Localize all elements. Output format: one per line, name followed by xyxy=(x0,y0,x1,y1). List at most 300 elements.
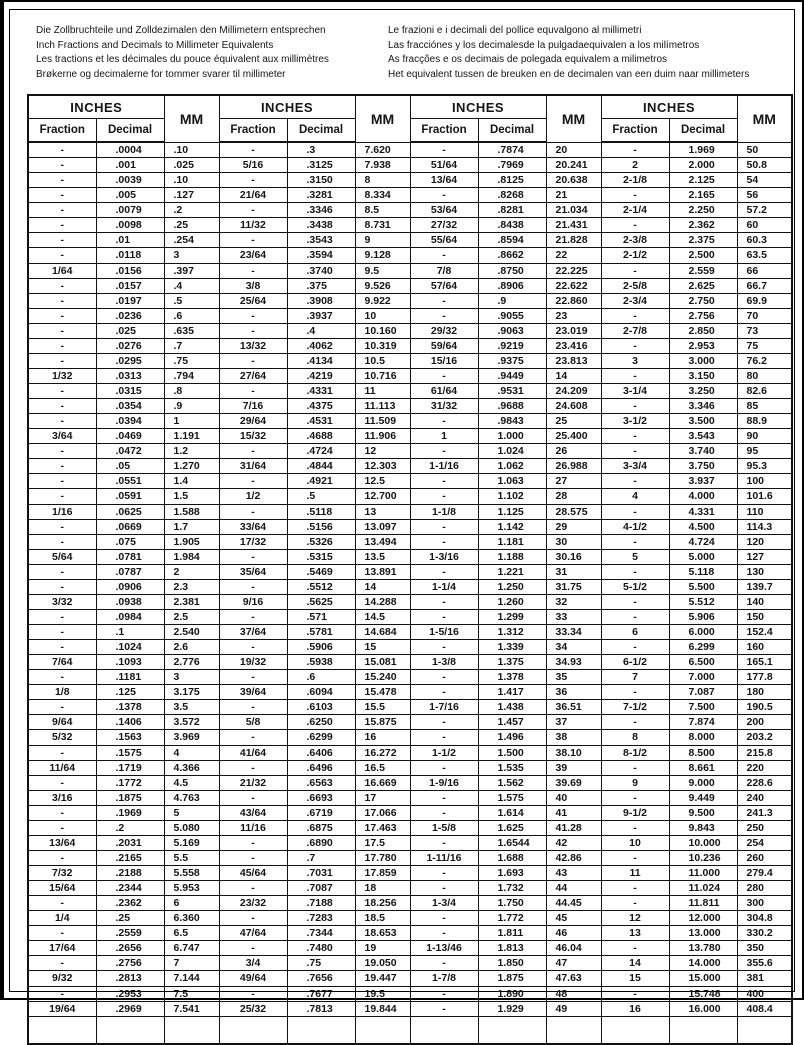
fraction-cell: 3-3/4 xyxy=(601,459,669,474)
decimal-cell: 6.299 xyxy=(669,640,737,655)
fraction-cell: - xyxy=(601,640,669,655)
table-header xyxy=(28,95,792,142)
decimal-cell: 8.500 xyxy=(669,745,737,760)
decimal-cell: .4134 xyxy=(287,353,355,368)
decimal-cell: .6103 xyxy=(287,700,355,715)
mm-cell: 47 xyxy=(546,956,601,971)
mm-cell: 300 xyxy=(737,896,792,911)
decimal-cell: .1024 xyxy=(96,640,164,655)
fraction-cell: - xyxy=(410,564,478,579)
fraction-cell: - xyxy=(410,835,478,850)
mm-cell: 7.938 xyxy=(355,158,410,173)
fraction-cell: - xyxy=(28,534,96,549)
decimal-cell: .6406 xyxy=(287,745,355,760)
mm-cell: 24.608 xyxy=(546,399,601,414)
mm-cell: 95.3 xyxy=(737,459,792,474)
fraction-cell: - xyxy=(219,173,287,188)
mm-cell: 88.9 xyxy=(737,414,792,429)
mm-cell: 18.653 xyxy=(355,926,410,941)
fraction-cell: - xyxy=(28,579,96,594)
fraction-cell: 11 xyxy=(601,866,669,881)
fraction-cell: 7-1/2 xyxy=(601,700,669,715)
fraction-cell: - xyxy=(219,700,287,715)
decimal-cell: 3.750 xyxy=(669,459,737,474)
mm-cell: 16 xyxy=(355,730,410,745)
mm-cell: 75 xyxy=(737,338,792,353)
decimal-cell: .0118 xyxy=(96,248,164,263)
intro-text-left xyxy=(36,24,329,82)
fraction-cell: 1-3/4 xyxy=(410,896,478,911)
decimal-cell: .1875 xyxy=(96,790,164,805)
fraction-cell: - xyxy=(410,640,478,655)
intro-text-right xyxy=(388,24,749,82)
blank-cell xyxy=(669,1016,737,1044)
mm-cell: 3 xyxy=(164,670,219,685)
mm-cell: 19.447 xyxy=(355,971,410,986)
fraction-cell: 45/64 xyxy=(219,866,287,881)
decimal-cell: 4.724 xyxy=(669,534,737,549)
decimal-cell: 14.000 xyxy=(669,956,737,971)
decimal-cell: 1.811 xyxy=(478,926,546,941)
mm-cell: 16.669 xyxy=(355,775,410,790)
decimal-cell: .3543 xyxy=(287,233,355,248)
mm-cell: 2.5 xyxy=(164,609,219,624)
fraction-cell: 53/64 xyxy=(410,203,478,218)
fraction-cell: 3 xyxy=(601,353,669,368)
decimal-cell: 12.000 xyxy=(669,911,737,926)
mm-cell: 110 xyxy=(737,504,792,519)
fraction-cell: 1/8 xyxy=(28,685,96,700)
decimal-cell: .9055 xyxy=(478,308,546,323)
mm-cell: 37 xyxy=(546,715,601,730)
table-row xyxy=(28,323,792,338)
fraction-cell: - xyxy=(219,384,287,399)
mm-cell: 18 xyxy=(355,881,410,896)
table-row xyxy=(28,655,792,670)
decimal-cell: .4331 xyxy=(287,384,355,399)
fraction-cell: - xyxy=(601,338,669,353)
mm-cell: 408.4 xyxy=(737,1001,792,1016)
decimal-cell: 9.000 xyxy=(669,775,737,790)
decimal-cell: 3.250 xyxy=(669,384,737,399)
fraction-cell: - xyxy=(28,609,96,624)
mm-cell: 34.93 xyxy=(546,655,601,670)
decimal-cell: .6250 xyxy=(287,715,355,730)
decimal-cell: 5.512 xyxy=(669,594,737,609)
mm-cell: 165.1 xyxy=(737,655,792,670)
fraction-cell: 1-7/8 xyxy=(410,971,478,986)
mm-cell: .794 xyxy=(164,368,219,383)
mm-cell: 5.080 xyxy=(164,820,219,835)
fraction-cell: 31/64 xyxy=(219,459,287,474)
mm-cell: 4.5 xyxy=(164,775,219,790)
fraction-cell: - xyxy=(28,625,96,640)
decimal-cell: 5.500 xyxy=(669,579,737,594)
mm-cell: 36 xyxy=(546,685,601,700)
mm-cell: 30 xyxy=(546,534,601,549)
decimal-cell: .01 xyxy=(96,233,164,248)
decimal-cell: .0469 xyxy=(96,429,164,444)
fraction-cell: - xyxy=(601,941,669,956)
mm-cell: 42.86 xyxy=(546,850,601,865)
mm-cell: 10 xyxy=(355,308,410,323)
mm-cell: 4 xyxy=(164,745,219,760)
decimal-cell: 4.000 xyxy=(669,489,737,504)
table-row xyxy=(28,640,792,655)
fraction-cell: - xyxy=(410,986,478,1001)
mm-cell: .2 xyxy=(164,203,219,218)
fraction-cell: - xyxy=(410,866,478,881)
fraction-cell: - xyxy=(410,760,478,775)
decimal-cell: .5156 xyxy=(287,519,355,534)
mm-cell: 17.463 xyxy=(355,820,410,835)
decimal-cell: 2.559 xyxy=(669,263,737,278)
fraction-cell: - xyxy=(28,188,96,203)
mm-cell: 45 xyxy=(546,911,601,926)
mm-cell: 1.191 xyxy=(164,429,219,444)
fraction-cell: 1-5/8 xyxy=(410,820,478,835)
fraction-cell: - xyxy=(601,218,669,233)
fraction-cell: - xyxy=(28,519,96,534)
table-row xyxy=(28,760,792,775)
table-row xyxy=(28,549,792,564)
decimal-cell: 8.661 xyxy=(669,760,737,775)
decimal-cell: 10.000 xyxy=(669,835,737,850)
mm-cell: 177.8 xyxy=(737,670,792,685)
fraction-cell: 1 xyxy=(410,429,478,444)
fraction-cell: - xyxy=(601,896,669,911)
fraction-cell: - xyxy=(28,338,96,353)
table-row xyxy=(28,609,792,624)
table-row xyxy=(28,881,792,896)
mm-cell: 43 xyxy=(546,866,601,881)
fraction-cell: 4-1/2 xyxy=(601,519,669,534)
mm-cell: 26.988 xyxy=(546,459,601,474)
fraction-cell: - xyxy=(28,820,96,835)
fraction-cell: - xyxy=(28,459,96,474)
mm-cell: 19.5 xyxy=(355,986,410,1001)
decimal-cell: 1.062 xyxy=(478,459,546,474)
decimal-cell: 3.150 xyxy=(669,368,737,383)
fraction-cell: 23/64 xyxy=(219,248,287,263)
decimal-cell: .2813 xyxy=(96,971,164,986)
decimal-cell: .0591 xyxy=(96,489,164,504)
table-row xyxy=(28,444,792,459)
table-row xyxy=(28,850,792,865)
decimal-cell: .7031 xyxy=(287,866,355,881)
intro-line-german: Die Zollbruchteile und Zolldezimalen den Millimetern entsprechen xyxy=(36,25,326,36)
mm-cell: 63.5 xyxy=(737,248,792,263)
mm-header: MM xyxy=(546,95,601,142)
fraction-cell: 2-7/8 xyxy=(601,323,669,338)
decimal-cell: .6 xyxy=(287,670,355,685)
mm-cell: 355.6 xyxy=(737,956,792,971)
fraction-cell: 1-13/46 xyxy=(410,941,478,956)
mm-cell: 240 xyxy=(737,790,792,805)
mm-cell: 39.69 xyxy=(546,775,601,790)
decimal-cell: 2.756 xyxy=(669,308,737,323)
mm-cell: 12 xyxy=(355,444,410,459)
fraction-cell: - xyxy=(410,670,478,685)
mm-cell: 7.144 xyxy=(164,971,219,986)
table-row xyxy=(28,564,792,579)
decimal-header: Decimal xyxy=(96,119,164,143)
decimal-cell: .5625 xyxy=(287,594,355,609)
mm-cell: 24.209 xyxy=(546,384,601,399)
decimal-cell: .3125 xyxy=(287,158,355,173)
mm-cell: .9 xyxy=(164,399,219,414)
decimal-cell: .7 xyxy=(287,850,355,865)
fraction-cell: - xyxy=(410,926,478,941)
decimal-cell: 2.125 xyxy=(669,173,737,188)
decimal-cell: 7.000 xyxy=(669,670,737,685)
fraction-cell: - xyxy=(601,986,669,1001)
mm-cell: 2.381 xyxy=(164,594,219,609)
fraction-cell: 57/64 xyxy=(410,278,478,293)
mm-cell: 25 xyxy=(546,414,601,429)
decimal-cell: 2.625 xyxy=(669,278,737,293)
fraction-cell: - xyxy=(28,700,96,715)
mm-cell: 69.9 xyxy=(737,293,792,308)
decimal-cell: 1.102 xyxy=(478,489,546,504)
decimal-cell: .2656 xyxy=(96,941,164,956)
decimal-cell: 11.000 xyxy=(669,866,737,881)
mm-cell: 26 xyxy=(546,444,601,459)
fraction-cell: 51/64 xyxy=(410,158,478,173)
mm-cell: 23.416 xyxy=(546,338,601,353)
fraction-cell: 3/32 xyxy=(28,594,96,609)
mm-cell: .8 xyxy=(164,384,219,399)
fraction-cell: - xyxy=(219,835,287,850)
fraction-cell: - xyxy=(219,790,287,805)
decimal-cell: 2.362 xyxy=(669,218,737,233)
fraction-cell: 2-3/8 xyxy=(601,233,669,248)
mm-cell: 101.6 xyxy=(737,489,792,504)
mm-cell: 15.5 xyxy=(355,700,410,715)
blank-cell xyxy=(219,1016,287,1044)
mm-cell: 42 xyxy=(546,835,601,850)
table-row xyxy=(28,579,792,594)
decimal-cell: .0236 xyxy=(96,308,164,323)
mm-cell: 15 xyxy=(355,640,410,655)
decimal-cell: .8750 xyxy=(478,263,546,278)
mm-cell: 18.256 xyxy=(355,896,410,911)
fraction-cell: 39/64 xyxy=(219,685,287,700)
table-row xyxy=(28,263,792,278)
fraction-cell: - xyxy=(28,142,96,158)
mm-cell: 5 xyxy=(164,805,219,820)
inches-header: INCHES xyxy=(410,95,546,119)
fraction-cell: 2 xyxy=(601,158,669,173)
table-row xyxy=(28,835,792,850)
fraction-cell: 14 xyxy=(601,956,669,971)
fraction-cell: - xyxy=(28,564,96,579)
mm-cell: .127 xyxy=(164,188,219,203)
mm-cell: 66.7 xyxy=(737,278,792,293)
decimal-cell: 7.087 xyxy=(669,685,737,700)
fraction-cell: 15/64 xyxy=(28,881,96,896)
table-row xyxy=(28,218,792,233)
mm-cell: 6.360 xyxy=(164,911,219,926)
table-row xyxy=(28,971,792,986)
decimal-cell: 1.496 xyxy=(478,730,546,745)
mm-cell: 11 xyxy=(355,384,410,399)
table-row xyxy=(28,278,792,293)
mm-cell: 228.6 xyxy=(737,775,792,790)
decimal-cell: .1406 xyxy=(96,715,164,730)
decimal-cell: .0906 xyxy=(96,579,164,594)
table-row xyxy=(28,293,792,308)
fraction-cell: 25/32 xyxy=(219,1001,287,1016)
decimal-cell: .2953 xyxy=(96,986,164,1001)
decimal-cell: 2.165 xyxy=(669,188,737,203)
mm-cell: .025 xyxy=(164,158,219,173)
fraction-cell: 5/32 xyxy=(28,730,96,745)
table-row xyxy=(28,685,792,700)
decimal-cell: .6693 xyxy=(287,790,355,805)
fraction-cell: 15 xyxy=(601,971,669,986)
fraction-cell: - xyxy=(410,534,478,549)
mm-cell: 33.34 xyxy=(546,625,601,640)
mm-cell: 7.541 xyxy=(164,1001,219,1016)
mm-cell: 14.684 xyxy=(355,625,410,640)
blank-cell xyxy=(737,1016,792,1044)
decimal-cell: 1.299 xyxy=(478,609,546,624)
table-row xyxy=(28,911,792,926)
mm-cell: 3.5 xyxy=(164,700,219,715)
fraction-cell: 2-1/2 xyxy=(601,248,669,263)
fraction-cell: - xyxy=(219,881,287,896)
fraction-cell: - xyxy=(28,173,96,188)
decimal-cell: .8438 xyxy=(478,218,546,233)
fraction-cell: - xyxy=(28,670,96,685)
mm-cell: 31 xyxy=(546,564,601,579)
mm-cell: 10.160 xyxy=(355,323,410,338)
decimal-cell: 13.000 xyxy=(669,926,737,941)
intro-line-dutch: Het equivalent tussen de breuken en de decimalen van een duim naar millimeters xyxy=(388,68,750,80)
fraction-header: Fraction xyxy=(601,119,669,143)
decimal-cell: .8662 xyxy=(478,248,546,263)
mm-cell: 114.3 xyxy=(737,519,792,534)
mm-cell: 9.128 xyxy=(355,248,410,263)
decimal-cell: .3281 xyxy=(287,188,355,203)
fraction-cell: - xyxy=(601,534,669,549)
mm-cell: 10.319 xyxy=(355,338,410,353)
fraction-cell: 3/64 xyxy=(28,429,96,444)
fraction-cell: 3-1/2 xyxy=(601,414,669,429)
mm-cell: 17.780 xyxy=(355,850,410,865)
decimal-cell: .0157 xyxy=(96,278,164,293)
fraction-cell: - xyxy=(219,579,287,594)
mm-cell: 3.969 xyxy=(164,730,219,745)
decimal-cell: .0079 xyxy=(96,203,164,218)
fraction-cell: 5-1/2 xyxy=(601,579,669,594)
table-row xyxy=(28,534,792,549)
fraction-cell: - xyxy=(28,474,96,489)
decimal-cell: .0276 xyxy=(96,338,164,353)
decimal-cell: .4688 xyxy=(287,429,355,444)
mm-cell: 95 xyxy=(737,444,792,459)
decimal-cell: .0315 xyxy=(96,384,164,399)
decimal-header: Decimal xyxy=(669,119,737,143)
decimal-cell: .0039 xyxy=(96,173,164,188)
mm-cell: 46.04 xyxy=(546,941,601,956)
blank-cell xyxy=(601,1016,669,1044)
mm-cell: 17 xyxy=(355,790,410,805)
decimal-cell: .3150 xyxy=(287,173,355,188)
mm-cell: 280 xyxy=(737,881,792,896)
table-row xyxy=(28,142,792,158)
mm-cell: 11.906 xyxy=(355,429,410,444)
fraction-cell: - xyxy=(219,670,287,685)
fraction-cell: - xyxy=(410,805,478,820)
mm-cell: 31.75 xyxy=(546,579,601,594)
mm-cell: 5.169 xyxy=(164,835,219,850)
decimal-cell: .9 xyxy=(478,293,546,308)
fraction-cell: - xyxy=(410,308,478,323)
mm-cell: 73 xyxy=(737,323,792,338)
decimal-cell: .3594 xyxy=(287,248,355,263)
decimal-cell: 16.000 xyxy=(669,1001,737,1016)
mm-cell: 200 xyxy=(737,715,792,730)
table-row xyxy=(28,896,792,911)
decimal-cell: 1.875 xyxy=(478,971,546,986)
mm-cell: 22 xyxy=(546,248,601,263)
fraction-cell: - xyxy=(28,489,96,504)
fraction-cell: - xyxy=(601,399,669,414)
mm-cell: 215.8 xyxy=(737,745,792,760)
table-row xyxy=(28,700,792,715)
mm-cell: 56 xyxy=(737,188,792,203)
mm-cell: .25 xyxy=(164,218,219,233)
mm-cell: 2.3 xyxy=(164,579,219,594)
mm-cell: 13 xyxy=(355,504,410,519)
decimal-cell: .6719 xyxy=(287,805,355,820)
decimal-cell: .3937 xyxy=(287,308,355,323)
mm-cell: 2.776 xyxy=(164,655,219,670)
mm-cell: 13.891 xyxy=(355,564,410,579)
mm-cell: 180 xyxy=(737,685,792,700)
decimal-cell: .1378 xyxy=(96,700,164,715)
decimal-cell: 1.693 xyxy=(478,866,546,881)
mm-cell: 28.575 xyxy=(546,504,601,519)
fraction-cell: 1/2 xyxy=(219,489,287,504)
decimal-cell: 1.339 xyxy=(478,640,546,655)
fraction-cell: 35/64 xyxy=(219,564,287,579)
decimal-cell: 1.063 xyxy=(478,474,546,489)
mm-cell: 15.081 xyxy=(355,655,410,670)
fraction-cell: - xyxy=(410,594,478,609)
table-row xyxy=(28,384,792,399)
mm-cell: .10 xyxy=(164,173,219,188)
decimal-cell: .7283 xyxy=(287,911,355,926)
fraction-cell: - xyxy=(410,293,478,308)
fraction-cell: - xyxy=(219,353,287,368)
fraction-cell: - xyxy=(410,414,478,429)
decimal-cell: 1.850 xyxy=(478,956,546,971)
fraction-cell: 1-1/16 xyxy=(410,459,478,474)
fraction-cell: - xyxy=(219,986,287,1001)
fraction-cell: 5/8 xyxy=(219,715,287,730)
decimal-cell: .3740 xyxy=(287,263,355,278)
decimal-cell: .75 xyxy=(287,956,355,971)
fraction-cell: 1-1/2 xyxy=(410,745,478,760)
mm-header: MM xyxy=(355,95,410,142)
mm-cell: 4.366 xyxy=(164,760,219,775)
decimal-cell: 13.780 xyxy=(669,941,737,956)
decimal-cell: 11.811 xyxy=(669,896,737,911)
mm-cell: 54 xyxy=(737,173,792,188)
